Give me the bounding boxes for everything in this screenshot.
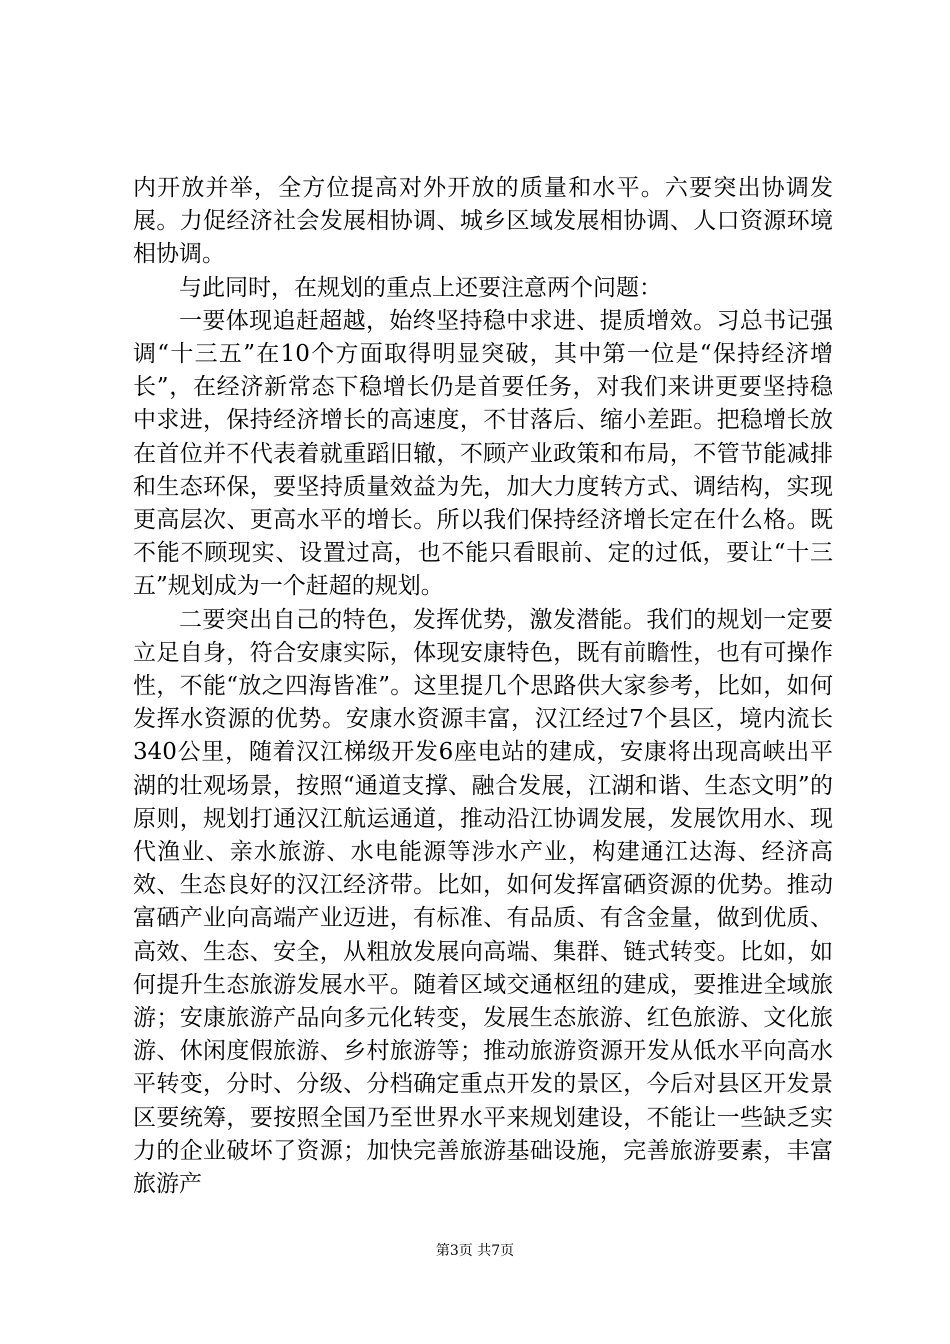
document-body: [133, 172, 833, 1201]
paragraph: 一要体现追赶超越，始终坚持稳中求进、提质增效。习总书记强调“十三五”在10个方面取得明显突破，其中第一位是“保持经济增长”，在经济新常态下稳增长仍是首要任务，对我们来讲更要坚持稳中求进，保持经济增长的高速度，不甘落后、缩小差距。把稳增长放在首位并不代表着就重蹈旧辙，不顾产业政策和布局，不管节能减排和生态环保，要坚持质量效益为先，加大力度转方式、调结构，实现更高层次、更高水平的增长。所以我们保持经济增长定在什么格。既不能不顾现实、设置过高，也不能只看眼前、定的过低，要让“十三五”规划成为一个赶超的规划。: [133, 307, 833, 600]
page-footer: [0, 1240, 950, 1260]
page-number: 第3页 共7页: [435, 1243, 515, 1259]
paragraph: 与此同时，在规划的重点上还要注意两个问题：: [179, 274, 662, 301]
paragraph: 二要突出自己的特色，发挥优势，激发潜能。我们的规划一定要立足自身，符合安康实际，体现安康特色，既有前瞻性，也有可操作性，不能“放之四海皆准”。这里提几个思路供大家参考，比如，如何发挥水资源的优势。安康水资源丰富，汉江经过7个县区，境内流长340公里，随着汉江梯级开发6座电站的建成，安康将出现高峡出平湖的壮观场景，按照“通道支撑、融合发展，江湖和谐、生态文明”的原则，规划打通汉江航运通道，推动沿江协调发展，发展饮用水、现代渔业、亲水旅游、水电能源等涉水产业，构建通江达海、经济高效、生态良好的汉江经济带。比如，如何发挥富硒资源的优势。推动富硒产业向高端产业迈进，有标准、有品质、有含金量，做到优质、高效、生态、安全，从粗放发展向高端、集群、链式转变。比如，如何提升生态旅游发展水平。随着区域交通枢纽的建成，要推进全域旅游；安康旅游产品向多元化转变，发展生态旅游、红色旅游、文化旅游、休闲度假旅游、乡村旅游等；推动旅游资源开发从低水平向高水平转变，分时、分级、分档确定重点开发的景区，今后对县区开发景区要统筹，要按照全国乃至世界水平来规划建设，不能让一些缺乏实力的企业破坏了资源；加快完善旅游基础设施，完善旅游要素，丰富旅游产: [133, 606, 833, 1198]
paragraph-continued: 内开放并举，全方位提高对外开放的质量和水平。六要突出协调发展。力促经济社会发展相协调、城乡区域发展相协调、人口资源环境相协调。: [133, 175, 833, 268]
